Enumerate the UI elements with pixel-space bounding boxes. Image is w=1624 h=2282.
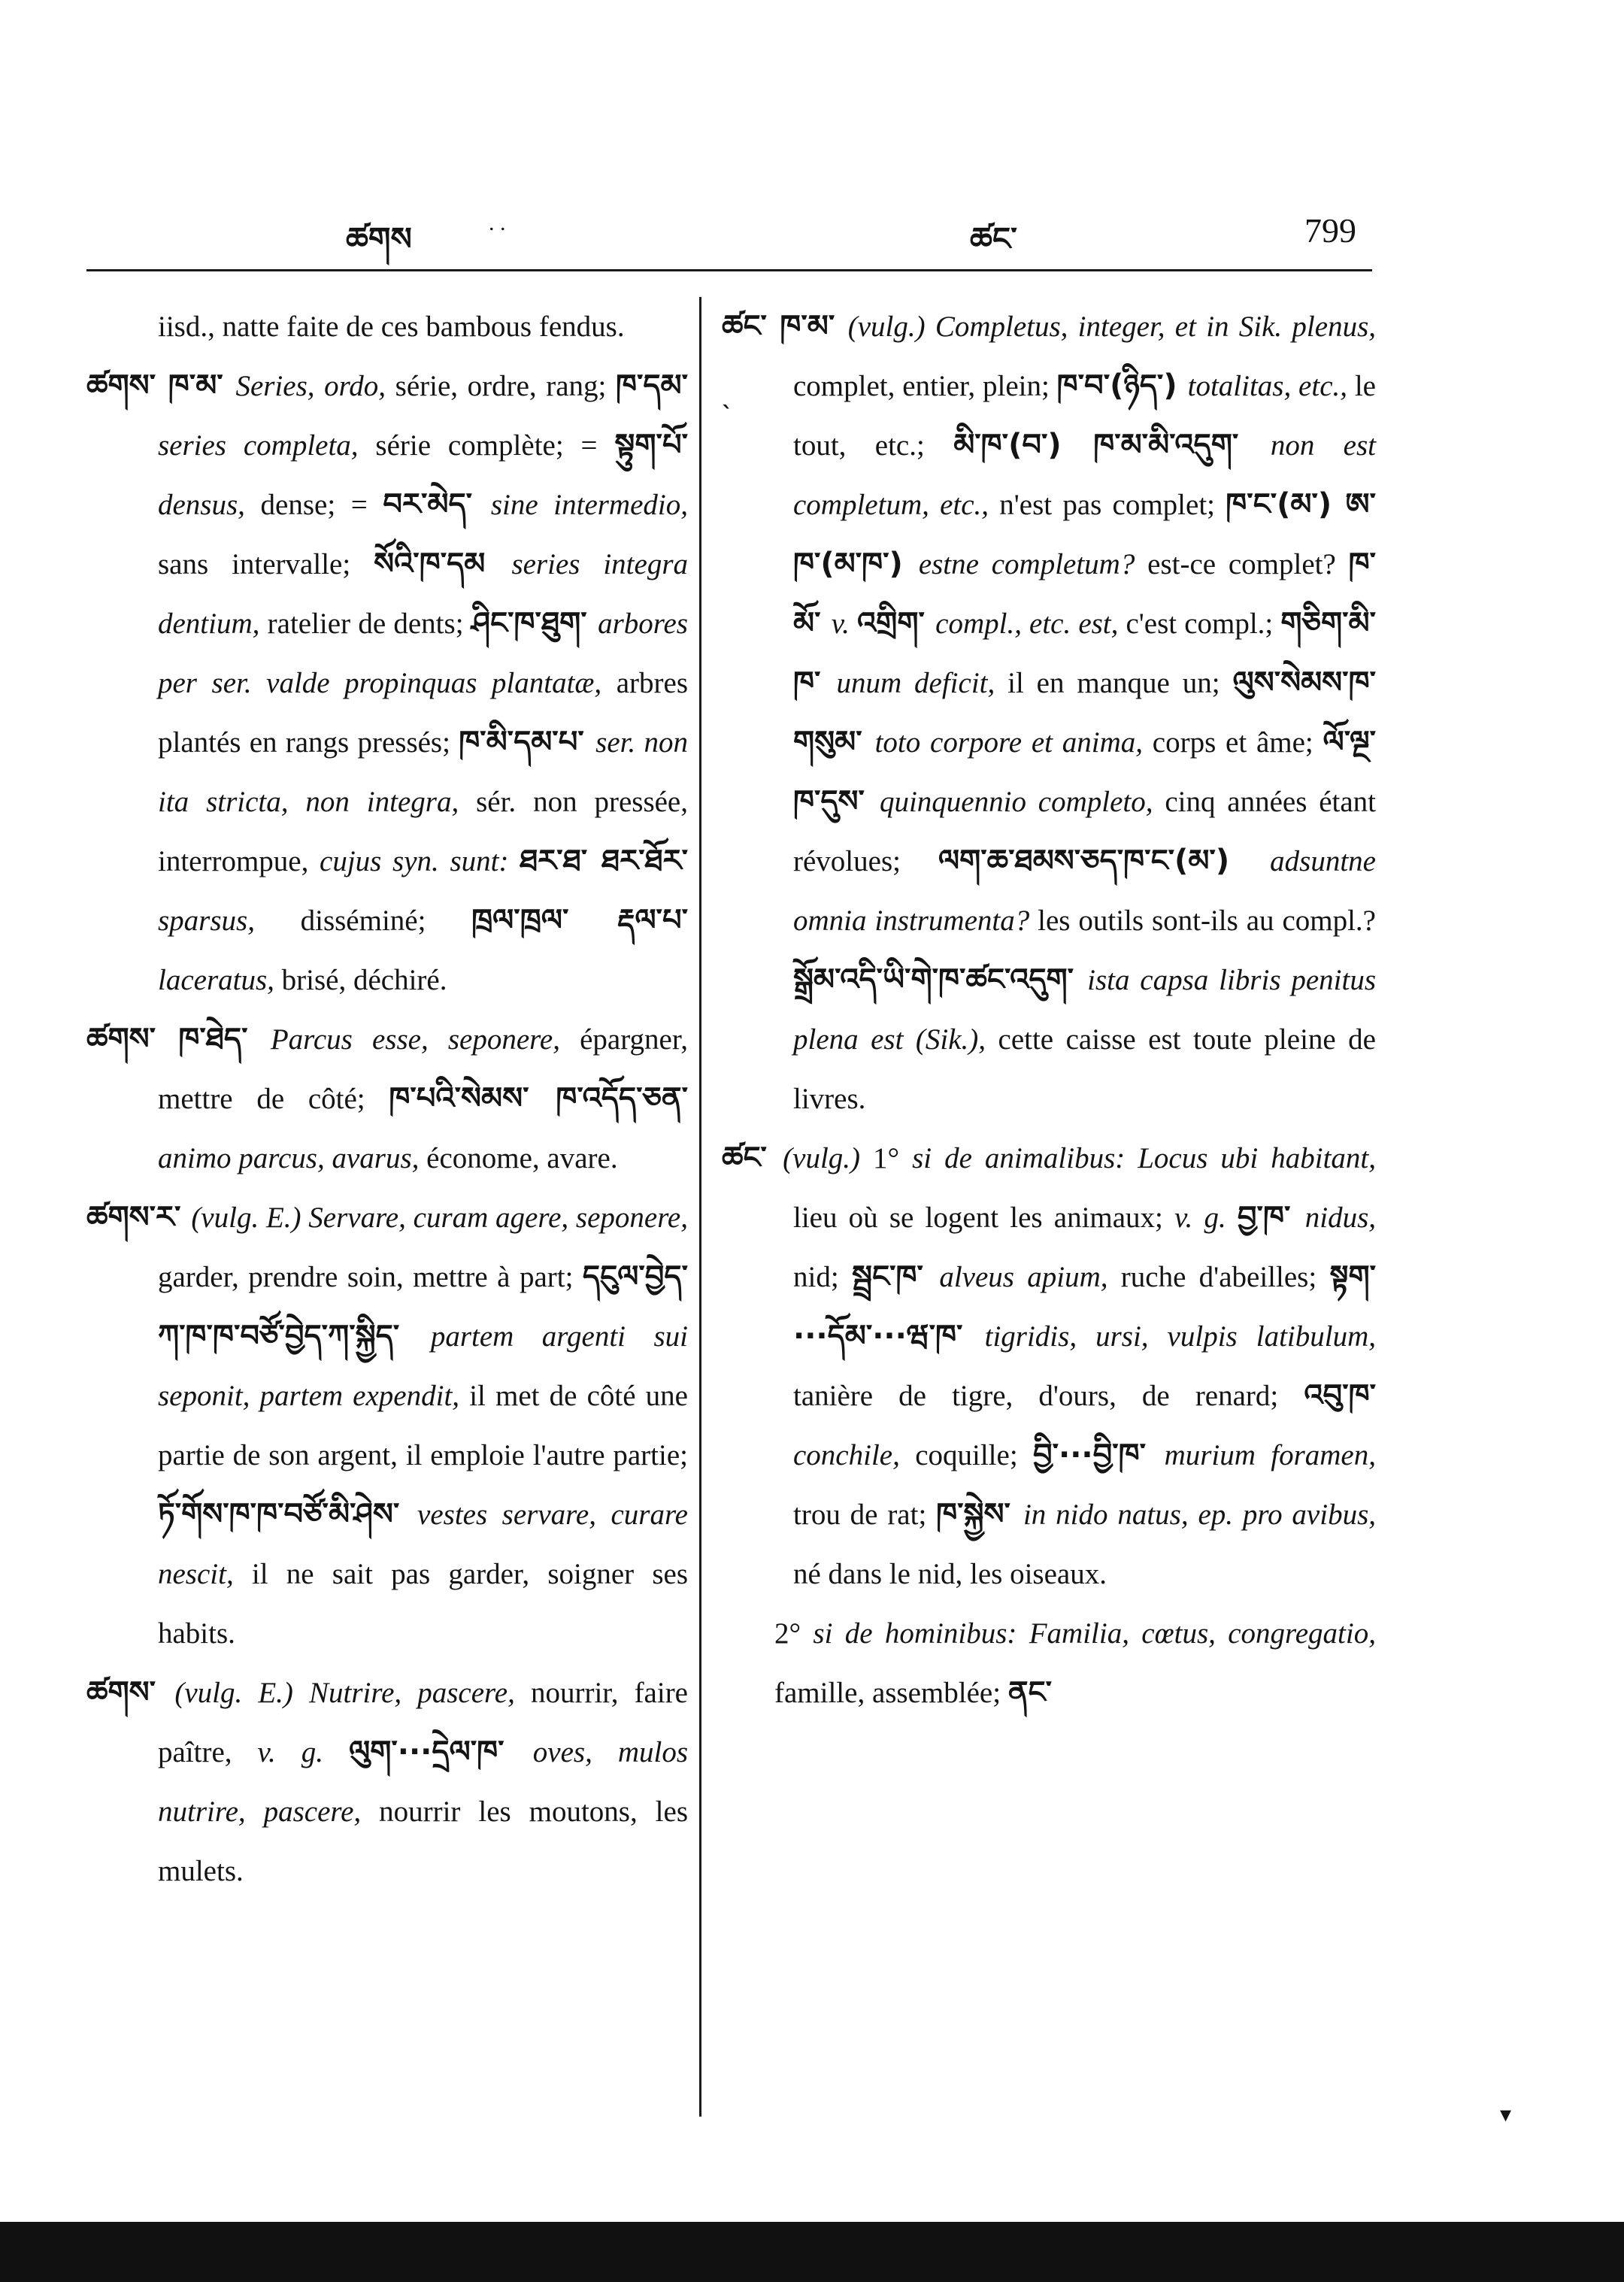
french-gloss: natte faite de ces bambous fendus. <box>222 311 625 343</box>
latin-gloss: Parcus esse, seponere, <box>270 1023 580 1056</box>
latin-gloss: arbores per ser. valde propinquas plantatæ, <box>158 608 688 699</box>
french-gloss: iisd., <box>158 311 223 343</box>
french-gloss: né dans le nid, les oiseaux. <box>793 1558 1107 1590</box>
latin-gloss: cujus syn. sunt: <box>320 845 520 877</box>
latin-gloss: partem argenti sui seponit, partem expendit, <box>158 1320 688 1412</box>
french-gloss: sans intervalle; <box>158 548 374 580</box>
tibetan-term: ཚགས་ར་ <box>86 1200 192 1235</box>
french-gloss: tanière de tigre, d'ours, de renard; <box>793 1380 1304 1412</box>
latin-gloss: v. g. <box>1174 1202 1238 1234</box>
tibetan-term: སོའི་ཁ་དམ <box>374 547 512 581</box>
dictionary-entry <box>86 297 688 356</box>
dictionary-entry <box>86 1010 688 1188</box>
french-gloss: arbres plantés en rangs pressés; <box>158 667 688 759</box>
french-gloss: le tout, etc.; <box>793 370 1376 462</box>
tibetan-term: ལོ་ལྔ་ཁ་དུས་ <box>793 725 1376 819</box>
latin-gloss: laceratus, <box>158 964 282 996</box>
french-gloss: brisé, déchiré. <box>281 964 447 996</box>
latin-gloss: quinquennio completo, <box>879 786 1165 818</box>
tibetan-term: འགྲིག་ <box>856 606 936 641</box>
latin-gloss: oves, mulos nutrire, pascere, <box>158 1736 688 1828</box>
tibetan-term: ཚགས་ ཁ་མ་ <box>86 368 236 403</box>
dictionary-entry <box>722 1604 1376 1723</box>
latin-gloss: totalitas, etc., <box>1187 370 1355 402</box>
tibetan-term: འབུ་ཁ་ <box>1304 1378 1376 1413</box>
tibetan-term: ཏོ་གོས་ཁ་ཁ་བཙོ་མི་ཤེས་ <box>158 1497 418 1532</box>
tibetan-term: བྱ་ཁ་ <box>1237 1200 1305 1235</box>
latin-gloss: si de hominibus: Familia, cœtus, congregatio, <box>813 1617 1376 1650</box>
dictionary-entry <box>86 1188 688 1663</box>
tibetan-term: ལུག་···དྲེལ་ཁ་ <box>348 1735 533 1769</box>
margin-mark: ▾ <box>1500 2102 1512 2128</box>
french-gloss: nourrir, faire paître, <box>158 1677 688 1768</box>
tibetan-term: མི་ཁ་(བ་) ཁ་མ་མི་འདུག་ <box>953 428 1271 462</box>
tibetan-term: ཁ་ང་(མ་) ཨ་ཁ་(མ་ཁ་) <box>793 487 1376 581</box>
french-gloss: corps et âme; <box>1152 726 1323 759</box>
french-gloss: n'est pas complet; <box>999 489 1226 521</box>
tibetan-term: ཁ་སྐྱེས་ <box>936 1497 1023 1532</box>
french-gloss: complet, entier, plein; <box>793 370 1057 402</box>
latin-gloss: sparsus, <box>158 905 301 937</box>
latin-gloss: tigridis, ursi, vulpis latibulum, <box>984 1320 1376 1353</box>
header-rule <box>86 269 1372 271</box>
tibetan-term: སྟུག་པོ་ <box>614 428 688 462</box>
french-gloss: économe, avare. <box>426 1142 618 1174</box>
latin-gloss: (vulg. E.) Servare, curam agere, seponere, <box>191 1202 688 1234</box>
dictionary-entry <box>86 1663 688 1901</box>
french-gloss: lieu où se logent les animaux; <box>793 1202 1175 1234</box>
scan-footer-bar <box>0 2222 1624 2282</box>
french-gloss: nid; <box>793 1261 852 1293</box>
tibetan-term: ཁ་དམ་ <box>615 368 688 403</box>
french-gloss: 1° <box>873 1142 913 1174</box>
french-gloss: dense; = <box>260 489 383 521</box>
latin-gloss: series integra dentium, <box>158 548 688 640</box>
french-gloss: 2° <box>774 1617 814 1650</box>
french-gloss: famille, assemblée; <box>774 1677 1008 1709</box>
latin-gloss: si de animalibus: Locus ubi habitant, <box>912 1142 1376 1174</box>
french-gloss: garder, prendre soin, mettre à part; <box>158 1261 583 1293</box>
french-gloss: sér. non pressée, interrompue, <box>158 786 688 877</box>
dictionary-entry <box>86 356 688 1010</box>
latin-gloss: v. g. <box>257 1736 349 1768</box>
latin-gloss: estne completum? <box>918 548 1148 580</box>
stray-mark: ˋ <box>722 402 733 429</box>
column-rule <box>699 297 701 2117</box>
french-gloss: nourrir les moutons, les mulets. <box>158 1796 688 1887</box>
dictionary-entry <box>722 1129 1376 1604</box>
latin-gloss: unum deficit, <box>836 667 1008 699</box>
tibetan-term: ཁྲལ་ཁྲལ་ རྡལ་པ་ <box>471 903 688 938</box>
latin-gloss: series completa, <box>158 429 376 462</box>
tibetan-term: གཅིག་མི་ཁ་ <box>793 606 1376 700</box>
latin-gloss: ser. non ita stricta, non integra, <box>158 726 689 818</box>
latin-gloss: animo parcus, avarus, <box>158 1142 427 1174</box>
tibetan-term: སྟག་···དོམ་···ཝ་ཁ་ <box>793 1259 1377 1353</box>
right-column <box>722 297 1376 1723</box>
tibetan-term: ལག་ཆ་ཐམས་ཅད་ཁ་ང་(མ་) <box>938 844 1271 878</box>
tibetan-term: བར་མེད་ <box>383 487 491 522</box>
french-gloss: ratelier de dents; <box>267 608 471 640</box>
tibetan-term: ནང་ <box>1007 1675 1052 1710</box>
french-gloss: épargner, mettre de côté; <box>158 1023 688 1115</box>
french-gloss: coquille; <box>915 1439 1033 1471</box>
tibetan-term: དངུལ་བྱེད་ཀ་ཁ་ཁ་བཙོ་བྱེད་ཀ་སྐྱིད་ <box>158 1259 688 1353</box>
latin-gloss: non est completum, etc., <box>793 429 1377 521</box>
tibetan-term: བྱི་···བྱི་ཁ་ <box>1032 1438 1165 1472</box>
tibetan-term: ཚང་ ཁ་མ་ <box>722 309 848 344</box>
tibetan-term: ཤིང་ཁ་ཐུག་ <box>471 606 598 641</box>
tibetan-term: ཚགས་ ཁ་ཐེད་ <box>86 1022 271 1056</box>
latin-gloss: Series, ordo, <box>235 370 395 402</box>
french-gloss: série complète; = <box>375 429 615 462</box>
tibetan-term: སྒྲོམ་འདི་ཡི་གེ་ཁ་ཚང་འདུག་ <box>793 962 1088 997</box>
latin-gloss: densus, <box>158 489 261 521</box>
dictionary-entry <box>722 297 1376 1129</box>
french-gloss: les outils sont-ils au compl.? <box>1038 905 1376 937</box>
latin-gloss: adsuntne omnia instrumenta? <box>793 845 1376 937</box>
french-gloss: trou de rat; <box>793 1499 937 1531</box>
tibetan-term: ལུས་སེམས་ཁ་གསུམ་ <box>793 665 1376 759</box>
french-gloss: disséminé; <box>300 905 472 937</box>
left-column <box>86 297 688 1901</box>
french-gloss: il en manque un; <box>1007 667 1233 699</box>
running-head-dots: . . <box>489 211 506 235</box>
running-head-center: ཚང་ <box>970 220 1017 257</box>
french-gloss: série, ordre, rang; <box>395 370 616 402</box>
latin-gloss: compl., etc. est, <box>935 608 1126 640</box>
french-gloss: c'est compl.; <box>1126 608 1281 640</box>
latin-gloss: conchile, <box>793 1439 916 1471</box>
latin-gloss: ista capsa libris penitus plena est (Sik.), <box>793 964 1376 1056</box>
latin-gloss: murium foramen, <box>1164 1439 1376 1471</box>
latin-gloss: in nido natus, ep. pro avibus, <box>1023 1499 1376 1531</box>
latin-gloss: sine intermedio, <box>490 489 688 521</box>
latin-gloss: (vulg.) Completus, integer, et in Sik. plenus, <box>847 311 1376 343</box>
tibetan-term: ཁ་པའི་སེམས་ ཁ་འདོད་ཅན་ <box>389 1081 689 1116</box>
page-number: 799 <box>1304 211 1356 250</box>
tibetan-term: ཚགས་ <box>86 1675 175 1710</box>
tibetan-term: སྦྲང་ཁ་ <box>851 1259 940 1294</box>
french-gloss: il met de côté une partie de son argent, il emploie l'autre partie; <box>158 1380 688 1471</box>
latin-gloss: (vulg. E.) Nutrire, pascere, <box>174 1677 531 1709</box>
latin-gloss: vestes servare, curare nescit, <box>158 1499 688 1590</box>
french-gloss: cinq années étant révolues; <box>793 786 1377 877</box>
latin-gloss: nidus, <box>1304 1202 1376 1234</box>
tibetan-term: ཁ་མོ་ <box>793 547 1376 641</box>
latin-gloss: (vulg.) <box>783 1142 874 1174</box>
french-gloss: il ne sait pas garder, soigner ses habits. <box>158 1558 688 1650</box>
running-head-left: ཚགས <box>346 220 412 257</box>
tibetan-term: ཁ་མི་དམ་པ་ <box>459 725 596 759</box>
page-header <box>0 203 1624 271</box>
latin-gloss: alveus apium, <box>939 1261 1121 1293</box>
french-gloss: ruche d'abeilles; <box>1120 1261 1330 1293</box>
tibetan-term: ཚང་ <box>722 1141 783 1175</box>
french-gloss: est-ce complet? <box>1147 548 1349 580</box>
latin-gloss: toto corpore et anima, <box>874 726 1153 759</box>
latin-gloss: v. <box>831 608 857 640</box>
french-gloss: cette caisse est toute pleine de livres. <box>793 1023 1376 1115</box>
tibetan-term: ཁ་བ་(ཉིད་) <box>1056 368 1188 403</box>
tibetan-term: ཐར་ཐ་ ཐར་ཐོར་ <box>520 844 688 878</box>
